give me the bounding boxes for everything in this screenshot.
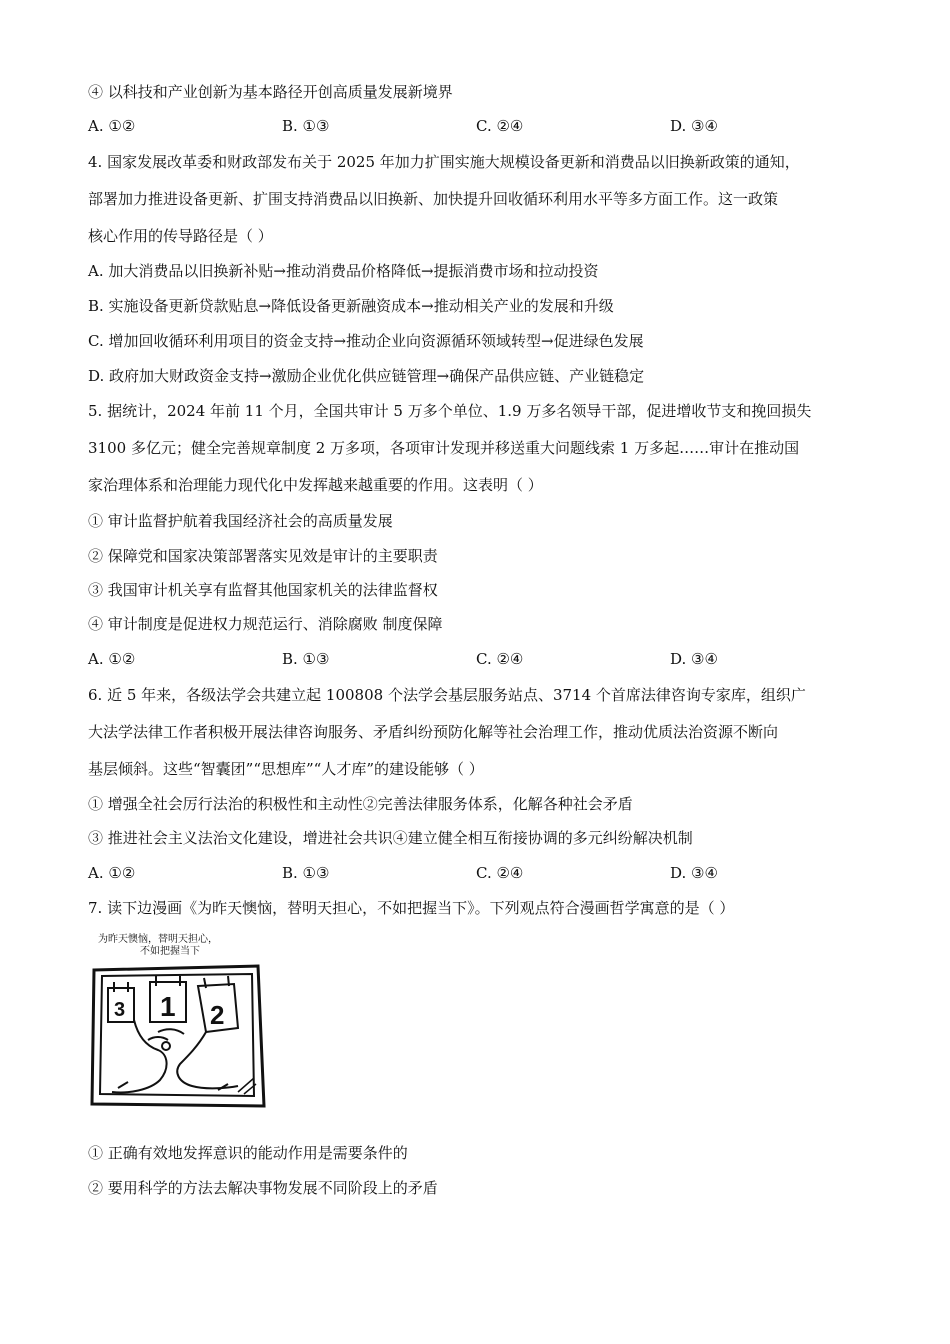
q4-option-a[interactable]: A. 加大消费品以旧换新补贴→推动消费品价格降低→提振消费市场和拉动投资 [88,262,599,280]
q3-option-4: ④ 以科技和产业创新为基本路径开创高质量发展新境界 [88,83,453,101]
q7-stem: 7. 读下边漫画《为昨天懊恼，替明天担心，不如把握当下》。下列观点符合漫画哲学寓意的是（ ） [88,899,735,917]
choice-a[interactable]: A. ①② [88,117,136,135]
choice-c[interactable]: C. ②④ [476,864,524,882]
q6-choices [88,863,868,883]
q6-stem-2: 大法学法律工作者积极开展法律咨询服务、矛盾纠纷预防化解等社会治理工作，推动优质法治资源不断向 [88,723,779,741]
choice-b[interactable]: B. ①③ [282,864,330,882]
choice-c[interactable]: C. ②④ [476,117,524,135]
q5-statement-3: ③ 我国审计机关享有监督其他国家机关的法律监督权 [88,581,438,599]
choice-b[interactable]: B. ①③ [282,650,330,668]
q3-choices [88,116,868,136]
cartoon-caption-1: 为昨天懊恼，替明天担心， [98,934,218,945]
calendar-right-number: 2 [210,1000,225,1030]
q7-statement-2: ② 要用科学的方法去解决事物发展不同阶段上的矛盾 [88,1179,438,1197]
choice-c[interactable]: C. ②④ [476,650,524,668]
q4-stem-1: 4. 国家发展改革委和财政部发布关于 2025 年加力扩围实施大规模设备更新和消费品以旧换新政策的通知， [88,153,800,171]
choice-d[interactable]: D. ③④ [670,864,718,882]
choice-a[interactable]: A. ①② [88,864,136,882]
q4-stem-3: 核心作用的传导路径是（ ） [88,227,273,245]
choice-a[interactable]: A. ①② [88,650,136,668]
choice-b[interactable]: B. ①③ [282,117,330,135]
calendar-left-number: 3 [114,999,126,1021]
q4-option-b[interactable]: B. 实施设备更新贷款贴息→降低设备更新融资成本→推动相关产业的发展和升级 [88,297,614,315]
q5-statement-2: ② 保障党和国家决策部署落实见效是审计的主要职责 [88,547,438,565]
q6-statements-1-2: ① 增强全社会厉行法治的积极性和主动性②完善法律服务体系，化解各种社会矛盾 [88,795,633,813]
q6-stem-1: 6. 近 5 年来，各级法学会共建立起 100808 个法学会基层服务站点、3714 个首席法律咨询专家库，组织广 [88,686,806,704]
calendar-right [198,976,238,1032]
calendar-middle [150,976,186,1022]
q4-option-d[interactable]: D. 政府加大财政资金支持→激励企业优化供应链管理→确保产品供应链、产业链稳定 [88,367,645,385]
q5-stem-2: 3100 多亿元；健全完善规章制度 2 万多项，各项审计发现并移送重大问题线索 1 万多起……审计在推动国 [88,439,800,457]
q6-statements-3-4: ③ 推进社会主义法治文化建设，增进社会共识④建立健全相互衔接协调的多元纠纷解决机制 [88,829,693,847]
calendar-left [108,982,134,1022]
q7-statement-1: ① 正确有效地发挥意识的能动作用是需要条件的 [88,1144,408,1162]
cartoon-illustration [88,928,268,1112]
q5-statement-1: ① 审计监督护航着我国经济社会的高质量发展 [88,512,393,530]
q4-option-c[interactable]: C. 增加回收循环利用项目的资金支持→推动企业向资源循环领域转型→促进绿色发展 [88,332,644,350]
q4-stem-2: 部署加力推进设备更新、扩围支持消费品以旧换新、加快提升回收循环利用水平等多方面工作。这一政策 [88,190,779,208]
q5-stem-3: 家治理体系和治理能力现代化中发挥越来越重要的作用。这表明（ ） [88,476,543,494]
q6-stem-3: 基层倾斜。这些“智囊团”“思想库”“人才库”的建设能够（ ） [88,760,484,778]
calendar-middle-number: 1 [160,991,176,1022]
choice-d[interactable]: D. ③④ [670,117,718,135]
q5-statement-4: ④ 审计制度是促进权力规范运行、消除腐败 制度保障 [88,615,443,633]
choice-d[interactable]: D. ③④ [670,650,718,668]
cartoon-caption-2: 不如把握当下 [140,946,200,957]
q5-stem-1: 5. 据统计，2024 年前 11 个月，全国共审计 5 万多个单位、1.9 万多名领导干部，促进增收节支和挽回损失 [88,402,812,420]
q5-choices [88,649,868,669]
